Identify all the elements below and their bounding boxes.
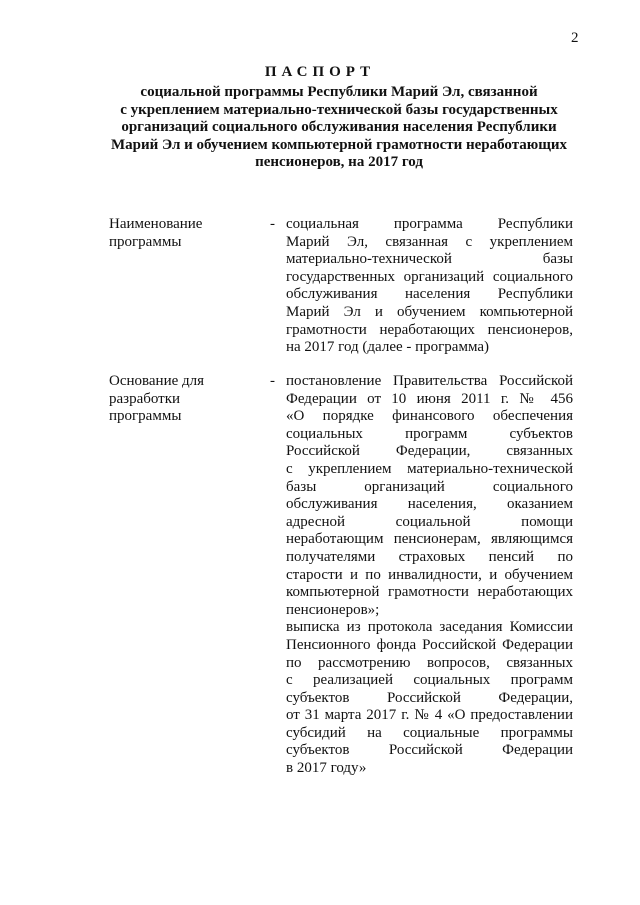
- value-line: от 31 марта 2017 г. № 4 «О предоставлении: [286, 707, 573, 724]
- value-line: Марий Эл, связанная с укреплением: [286, 233, 573, 250]
- subtitle-line: с укреплением материально-технической базы государственных: [120, 101, 558, 118]
- value-line: пенсионеров»;: [286, 601, 380, 618]
- label-line: Наименование: [109, 216, 203, 232]
- value-line: с укреплением материально-технической: [286, 460, 573, 477]
- value-line: государственных организаций социального: [286, 268, 573, 285]
- document-subtitle: [100, 84, 578, 172]
- value-line: Российской Федерации, связанных: [286, 443, 573, 460]
- value-line: базы организаций социального: [286, 478, 573, 495]
- row-label: [109, 373, 259, 426]
- subtitle-line: организаций социального обслуживания населения Республики: [121, 119, 557, 135]
- label-line: Основание для: [109, 373, 205, 389]
- document-title: ПАСПОРТ: [264, 64, 376, 80]
- value-line: «О порядке финансового обеспечения: [286, 408, 573, 425]
- row-dash: -: [270, 373, 275, 389]
- value-line: получателями страховых пенсий по: [286, 548, 573, 565]
- value-line: Марий Эл и обучением компьютерной: [286, 303, 573, 320]
- page-number: 2: [571, 30, 579, 46]
- row-dash: -: [270, 216, 275, 232]
- value-line: обслуживания населения Республики: [286, 286, 573, 303]
- value-line: по рассмотрению вопросов, связанных: [286, 654, 573, 671]
- row-value: [286, 373, 573, 778]
- value-line: субъектов Российской Федерации: [286, 742, 573, 759]
- label-line: разработки: [109, 390, 181, 407]
- value-line: обслуживания населения, оказанием: [286, 496, 573, 513]
- value-line: социальная программа Республики: [286, 216, 573, 232]
- value-line: социальных программ субъектов: [286, 425, 573, 442]
- subtitle-line: пенсионеров, на 2017 год: [255, 154, 423, 170]
- value-line: выписка из протокола заседания Комиссии: [286, 619, 573, 636]
- value-line: в 2017 году»: [286, 760, 367, 777]
- value-line: неработающим пенсионерам, являющимся: [286, 531, 573, 548]
- subtitle-line: Марий Эл и обучением компьютерной грамотности неработающих: [110, 136, 568, 153]
- value-line: субъектов Российской Федерации,: [286, 689, 573, 706]
- value-line: материально-технической базы: [286, 251, 573, 268]
- subtitle-line: социальной программы Республики Марий Эл, связанной: [140, 84, 538, 100]
- value-line: с реализацией социальных программ: [286, 672, 573, 689]
- value-line: компьютерной грамотности неработающих: [286, 584, 573, 601]
- row-label: [109, 216, 259, 251]
- value-line: субсидий на социальные программы: [286, 724, 573, 741]
- value-line: на 2017 год (далее - программа): [286, 339, 489, 356]
- row-value: [286, 216, 573, 357]
- value-line: постановление Правительства Российской: [286, 373, 573, 389]
- value-line: грамотности неработающих пенсионеров,: [286, 321, 573, 338]
- label-line: программы: [109, 233, 182, 250]
- value-line: старости и по инвалидности, и обучением: [286, 566, 573, 583]
- value-line: адресной социальной помощи: [286, 513, 573, 530]
- value-line: Федерации от 10 июня 2011 г. № 456: [286, 390, 573, 407]
- value-line: Пенсионного фонда Российской Федерации: [286, 636, 573, 653]
- label-line: программы: [109, 408, 182, 425]
